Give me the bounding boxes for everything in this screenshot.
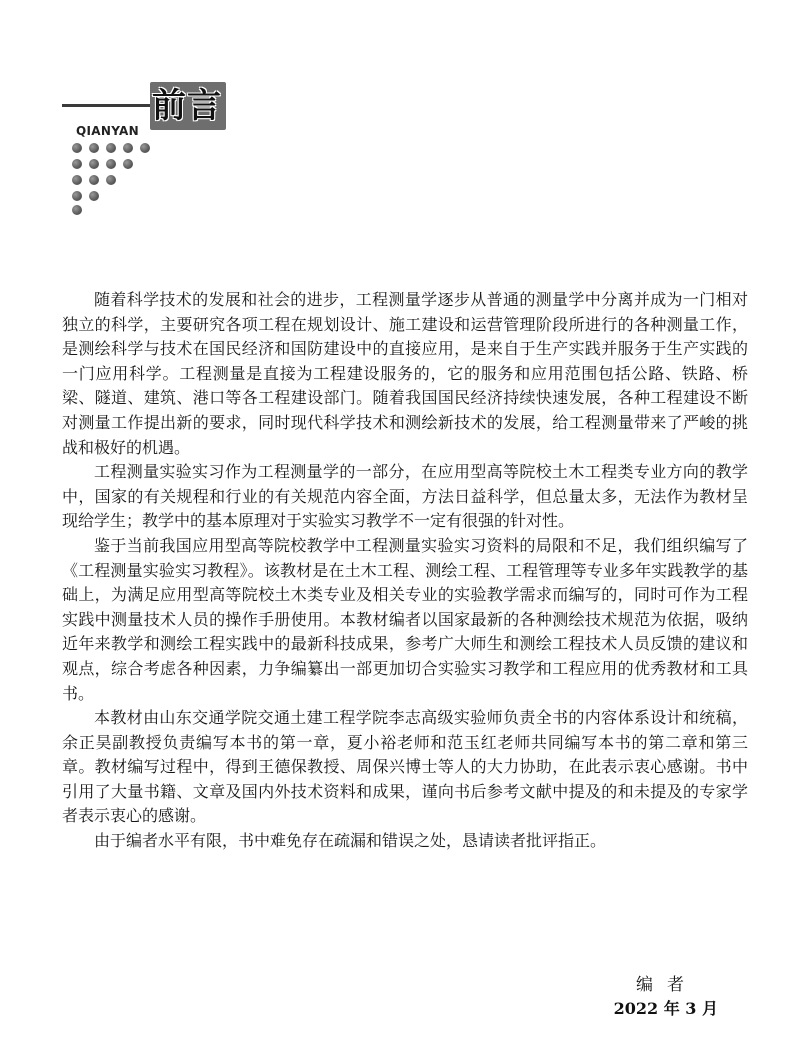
paragraph: 随着科学技术的发展和社会的进步，工程测量学逐步从普通的测量学中分离并成为一门相对独立的科学，主要研究各项工程在规划设计、施工建设和运营管理阶段所进行的各种测量工作，是测绘科学与技术在国民经济和国防建设中的直接应用，是来自于生产实践并服务于生产实践的一门应用科学。工程测量是直接为工程建设服务的，它的服务和应用范围包括公路、铁路、桥梁、隧道、建筑、港口等各工程建设部门。随着我国国民经济持续快速发展，各种工程建设不断对测量工作提出新的要求，同时现代科学技术和测绘新技术的发展，给工程测量带来了严峻的挑战和极好的机遇。 <box>62 290 748 457</box>
page-title: 前言 <box>152 86 222 126</box>
preface-body <box>62 288 748 854</box>
decor-dot <box>89 143 99 153</box>
paragraph: 鉴于当前我国应用型高等院校教学中工程测量实验实习资料的局限和不足，我们组织编写了《工程测量实验实习教程》。该教材是在土木工程、测绘工程、工程管理等专业多年实践教学的基础上，为满足应用型高等院校土木类专业及相关专业的实验教学需求而编写的，同时可作为工程实践中测量技术人员的操作手册使用。本教材编者以国家最新的各种测绘技术规范为依据，吸纳近年来教学和测绘工程实践中的最新科技成果，参考广大师生和测绘工程技术人员反馈的建议和观点，综合考虑各种因素，力争编纂出一部更加切合实验实习教学和工程应用的优秀教材和工具书。 <box>62 535 748 703</box>
decor-dot <box>106 159 116 169</box>
decor-dot <box>106 143 116 153</box>
chapter-header <box>0 0 790 230</box>
decor-dot <box>72 205 82 215</box>
decor-dot <box>123 143 133 153</box>
paragraph: 工程测量实验实习作为工程测量学的一部分，在应用型高等院校土木工程类专业方向的教学中，国家的有关规程和行业的有关规范内容全面，方法日益科学，但总量太多，无法作为教材呈现给学生；教学中的基本原理对于实验实习教学不一定有很强的针对性。 <box>62 462 748 531</box>
decor-dot <box>72 159 82 169</box>
decor-dot <box>89 175 99 185</box>
publication-date: 2022 年 3 月 <box>613 999 718 1018</box>
author-signature: 编者 <box>636 975 698 995</box>
decor-dot <box>140 143 150 153</box>
decor-dot <box>89 191 99 201</box>
decor-dot <box>72 191 82 201</box>
decorative-dot-pattern <box>72 143 162 215</box>
page-subtitle: QIANYAN <box>76 124 139 138</box>
decor-dot <box>123 159 133 169</box>
header-rule <box>62 104 158 107</box>
paragraph: 本教材由山东交通学院交通土建工程学院李志高级实验师负责全书的内容体系设计和统稿，余正昊副教授负责编写本书的第一章，夏小裕老师和范玉红老师共同编写本书的第二章和第三章。教材编写过程中，得到王德保教授、周保兴博士等人的大力协助，在此表示衷心感谢。书中引用了大量书籍、文章及国内外技术资料和成果，谨向书后参考文献中提及的和未提及的专家学者表示衷心的感谢。 <box>62 708 748 826</box>
decor-dot <box>72 143 82 153</box>
decor-dot <box>89 159 99 169</box>
decor-dot <box>106 175 116 185</box>
paragraph: 由于编者水平有限，书中难免存在疏漏和错误之处，恳请读者批评指正。 <box>94 831 607 851</box>
decor-dot <box>72 175 82 185</box>
